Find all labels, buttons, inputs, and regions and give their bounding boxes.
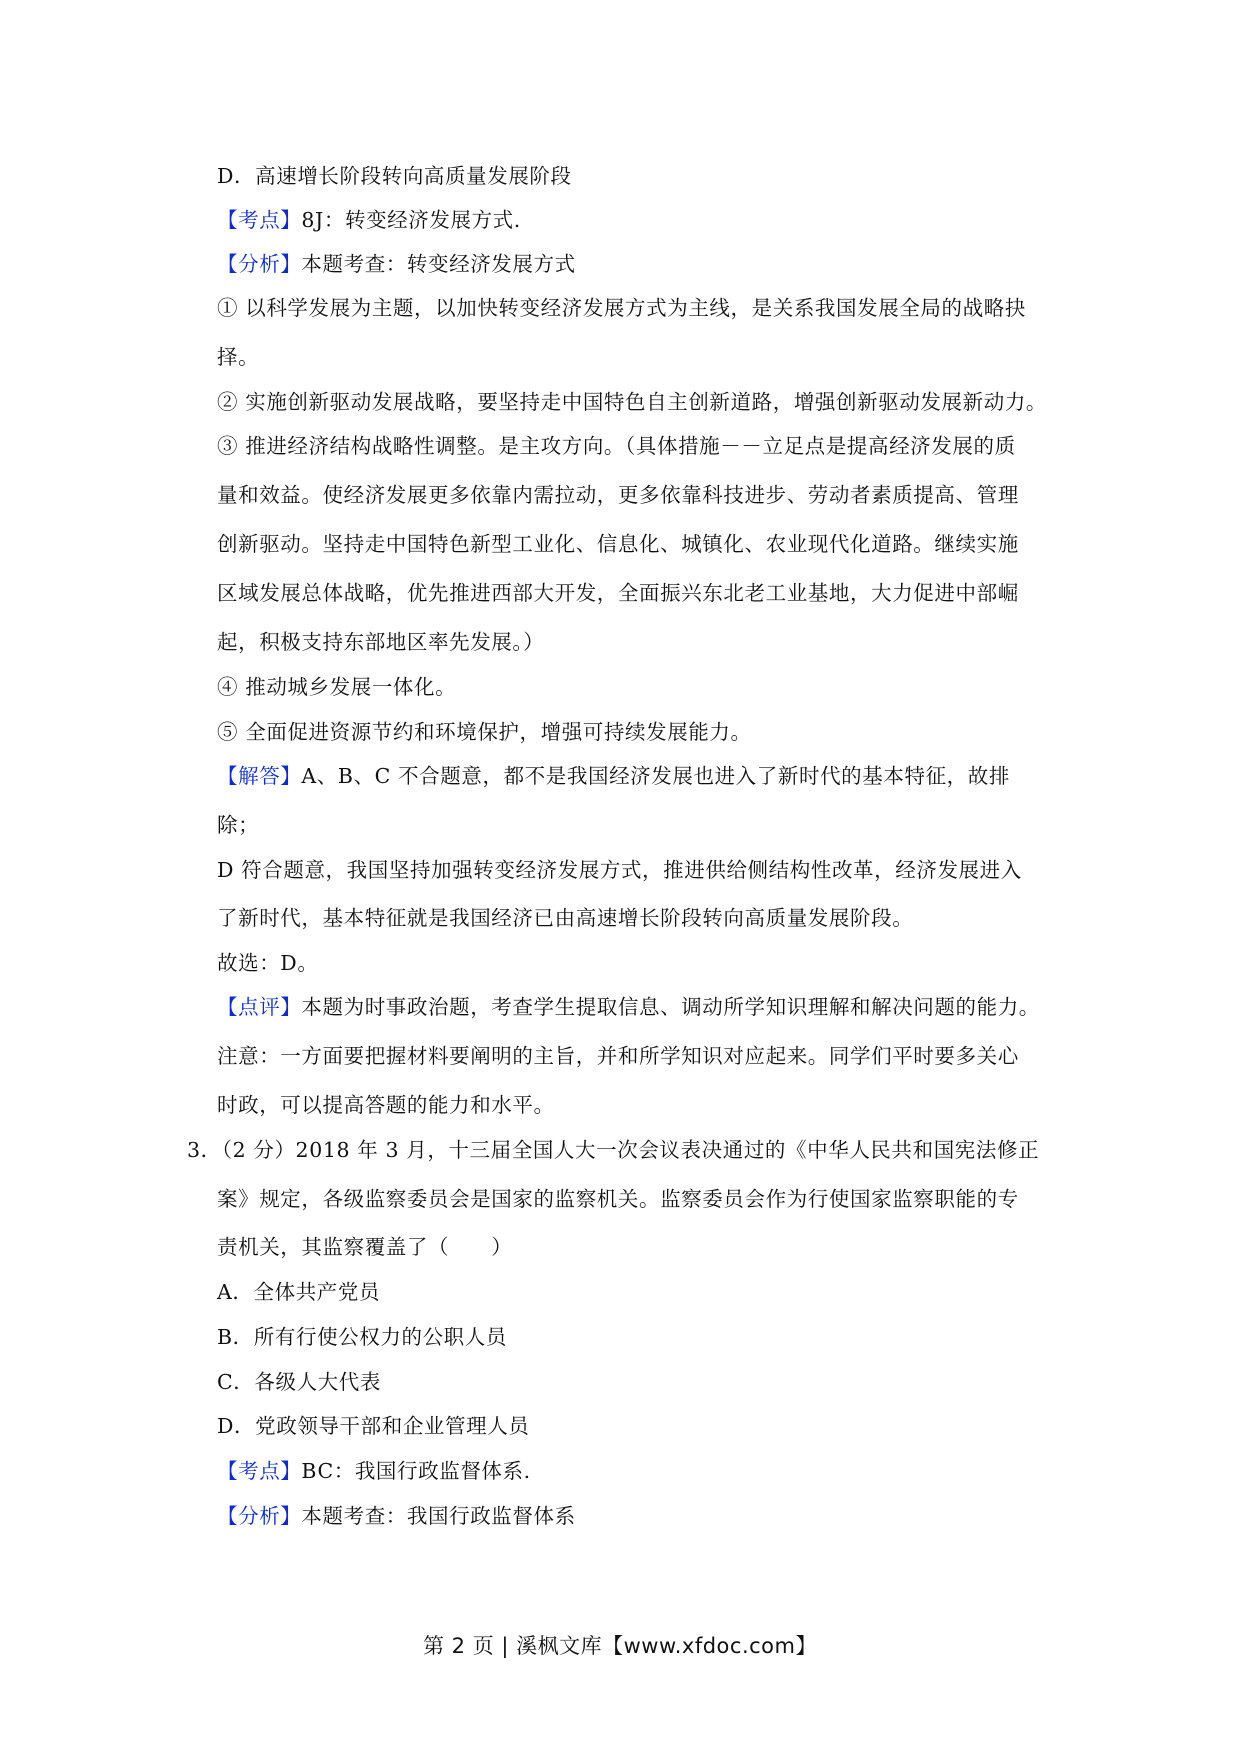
analysis-point-3 — [217, 436, 1016, 457]
line-text: 除； — [217, 813, 260, 837]
line-text: 本题考查：转变经济发展方式 — [301, 252, 576, 276]
line-text: 区域发展总体战略，优先推进西部大开发，全面振兴东北老工业基地，大力促进中部崛 — [217, 581, 1019, 605]
line-text: 了新时代，基本特征就是我国经济已由高速增长阶段转向高质量发展阶段。 — [217, 906, 914, 930]
page-footer: 第 2 页 | 溪枫文库【www.xfdoc.com】 — [423, 1634, 817, 1658]
line-text: D 符合题意，我国坚持加强转变经济发展方式，推进供给侧结构性改革，经济发展进入 — [217, 858, 1022, 882]
line-text: ④ 推动城乡发展一体化。 — [217, 675, 457, 699]
analysis-point-3-cont — [217, 485, 1019, 506]
fenxi-tag: 【分析】 — [217, 252, 302, 276]
line-text: D．高速增长阶段转向高质量发展阶段 — [217, 164, 572, 188]
jieda-tag: 【解答】 — [217, 764, 302, 788]
line-text: ① 以科学发展为主题，以加快转变经济发展方式为主线，是关系我国发展全局的战略抉 — [217, 296, 1026, 320]
kaodian-tag: 【考点】 — [217, 1459, 302, 1483]
dianping-line-cont — [217, 1095, 555, 1116]
line-text: B．所有行使公权力的公职人员 — [217, 1325, 507, 1349]
line-text: ⑤ 全面促进资源节约和环境保护，增强可持续发展能力。 — [217, 720, 752, 744]
answer-choice — [217, 953, 318, 974]
line-text: 责机关，其监察覆盖了（ ） — [217, 1235, 513, 1259]
fenxi-tag: 【分析】 — [217, 1504, 302, 1528]
analysis-point-4 — [217, 677, 456, 698]
jieda-d-explanation-cont — [217, 908, 913, 929]
fenxi-line — [217, 1506, 576, 1527]
line-text: 本题为时事政治题，考查学生提取信息、调动所学知识理解和解决问题的能力。 — [301, 995, 1040, 1019]
line-text: BC：我国行政监督体系. — [301, 1459, 531, 1483]
analysis-point-3-cont — [217, 583, 1019, 604]
line-text: 注意：一方面要把握材料要阐明的主旨，并和所学知识对应起来。同学们平时要多关心 — [217, 1044, 1019, 1068]
line-text: 创新驱动。坚持走中国特色新型工业化、信息化、城镇化、农业现代化道路。继续实施 — [217, 532, 1019, 556]
analysis-point-2 — [217, 392, 1047, 413]
line-text: C．各级人大代表 — [217, 1370, 381, 1394]
question-3-stem-cont — [217, 1237, 512, 1258]
jieda-line-cont — [217, 815, 259, 836]
jieda-d-explanation — [217, 860, 1022, 881]
analysis-point-1 — [217, 298, 1026, 319]
line-text: 3．（2 分）2018 年 3 月，十三届全国人大一次会议表决通过的《中华人民共和国宪法修正 — [187, 1138, 1040, 1162]
kaodian-tag: 【考点】 — [217, 208, 302, 232]
line-text: ③ 推进经济结构战略性调整。是主攻方向。（具体措施－－立足点是提高经济发展的质 — [217, 434, 1016, 458]
jieda-line — [217, 766, 1010, 787]
question-3-stem — [187, 1140, 1039, 1161]
line-text: A、B、C 不合题意，都不是我国经济发展也进入了新时代的基本特征，故排 — [301, 764, 1010, 788]
line-text: 8J：转变经济发展方式. — [301, 208, 521, 232]
dianping-tag: 【点评】 — [217, 995, 302, 1019]
line-text: 案》规定，各级监察委员会是国家的监察机关。监察委员会作为行使国家监察职能的专 — [217, 1187, 1019, 1211]
analysis-point-3-cont — [217, 632, 544, 653]
line-text: D．党政领导干部和企业管理人员 — [217, 1414, 530, 1438]
question-3-stem-cont — [217, 1189, 1019, 1210]
line-text: 择。 — [217, 345, 260, 369]
dianping-line — [217, 997, 1040, 1018]
analysis-point-1-cont — [217, 347, 259, 368]
option-c — [217, 1372, 381, 1393]
analysis-point-3-cont — [217, 534, 1019, 555]
analysis-point-5 — [217, 722, 752, 743]
line-text: 本题考查：我国行政监督体系 — [301, 1504, 576, 1528]
line-text: 时政，可以提高答题的能力和水平。 — [217, 1093, 555, 1117]
fenxi-line — [217, 254, 576, 275]
dianping-line-cont — [217, 1046, 1019, 1067]
option-a — [217, 1282, 380, 1303]
kaodian-line — [217, 1461, 531, 1482]
option-b — [217, 1327, 507, 1348]
line-text: 起，积极支持东部地区率先发展。） — [217, 630, 545, 654]
option-d — [217, 1416, 529, 1437]
line-text: 量和效益。使经济发展更多依靠内需拉动，更多依靠科技进步、劳动者素质提高、管理 — [217, 483, 1019, 507]
line-text: 故选：D。 — [217, 951, 319, 975]
answer-d-option — [217, 166, 572, 187]
line-text: A．全体共产党员 — [217, 1280, 381, 1304]
kaodian-line — [217, 210, 521, 231]
line-text: ② 实施创新驱动发展战略，要坚持走中国特色自主创新道路，增强创新驱动发展新动力。 — [217, 390, 1048, 414]
